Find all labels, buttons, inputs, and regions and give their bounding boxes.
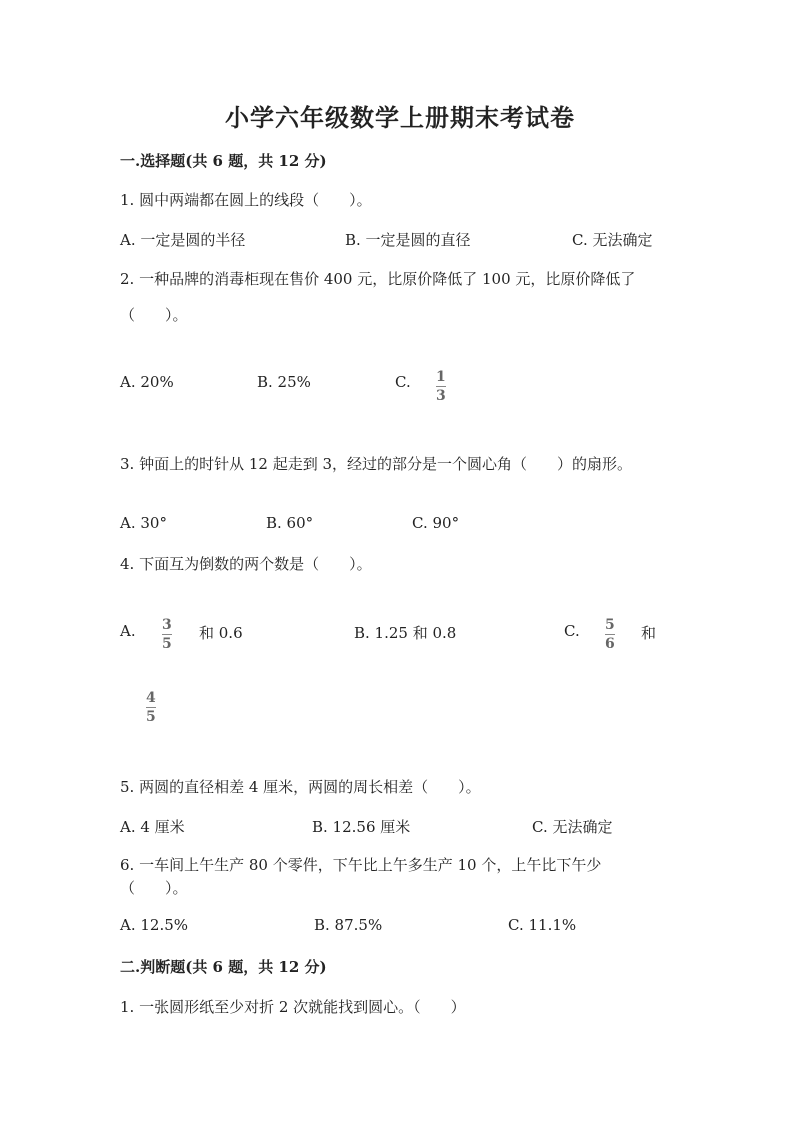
question-1-option-b[interactable]: B. 一定是圆的直径 (345, 231, 471, 249)
question-4-option-a[interactable]: A. (120, 622, 136, 640)
fraction-numerator: 1 (436, 369, 446, 385)
section-heading-choice: 一.选择题(共 6 题，共 12 分) (120, 152, 327, 170)
question-6-option-c[interactable]: C. 11.1% (508, 916, 577, 934)
question-6-stem-line1: 6. 一车间上午生产 80 个零件，下午比上午多生产 10 个，上午比下午少 (120, 856, 602, 874)
question-2-option-b[interactable]: B. 25% (257, 373, 311, 391)
question-4-option-a-suffix: 和 0.6 (199, 624, 243, 642)
question-3-option-c[interactable]: C. 90° (412, 514, 460, 532)
question-3-option-a[interactable]: A. 30° (120, 514, 167, 532)
section-heading-judgment: 二.判断题(共 6 题，共 12 分) (120, 958, 327, 976)
question-5-option-c[interactable]: C. 无法确定 (532, 818, 613, 836)
fraction-numerator: 5 (605, 617, 615, 633)
question-4-stem: 4. 下面互为倒数的两个数是（ ）。 (120, 555, 372, 573)
question-1-option-c[interactable]: C. 无法确定 (572, 231, 653, 249)
question-2-option-a[interactable]: A. 20% (120, 373, 174, 391)
question-5-option-b[interactable]: B. 12.56 厘米 (312, 818, 411, 836)
fraction-denominator: 6 (605, 636, 615, 652)
question-4-option-b[interactable]: B. 1.25 和 0.8 (354, 624, 457, 642)
question-5-option-a[interactable]: A. 4 厘米 (120, 818, 185, 836)
question-4-option-c-fraction-2 (145, 691, 157, 724)
question-1-option-a[interactable]: A. 一定是圆的半径 (120, 231, 246, 249)
judgment-1-stem: 1. 一张圆形纸至少对折 2 次就能找到圆心。（ ） (120, 998, 466, 1016)
question-2-stem-line2: （ ）。 (120, 306, 188, 324)
question-1-stem: 1. 圆中两端都在圆上的线段（ ）。 (120, 191, 372, 209)
question-4-option-a-fraction (161, 618, 173, 651)
fraction-numerator: 4 (146, 690, 156, 706)
fraction-numerator: 3 (162, 617, 172, 633)
question-3-option-b[interactable]: B. 60° (266, 514, 314, 532)
question-3-stem: 3. 钟面上的时针从 12 起走到 3，经过的部分是一个圆心角（ ）的扇形。 (120, 455, 633, 473)
question-6-option-b[interactable]: B. 87.5% (314, 916, 383, 934)
question-4-option-c-fraction-1 (604, 618, 616, 651)
page-title: 小学六年级数学上册期末考试卷 (225, 103, 575, 132)
fraction-denominator: 3 (436, 388, 446, 404)
question-2-stem-line1: 2. 一种品牌的消毒柜现在售价 400 元，比原价降低了 100 元，比原价降低了 (120, 270, 636, 288)
question-5-stem: 5. 两圆的直径相差 4 厘米，两圆的周长相差（ ）。 (120, 778, 481, 796)
question-4-option-c[interactable]: C. (564, 622, 580, 640)
fraction-denominator: 5 (146, 709, 156, 725)
question-6-stem-line2: （ ）。 (120, 879, 188, 897)
fraction-denominator: 5 (162, 636, 172, 652)
question-4-option-c-mid: 和 (641, 624, 657, 642)
question-2-option-c[interactable]: C. (395, 373, 411, 391)
question-6-option-a[interactable]: A. 12.5% (120, 916, 189, 934)
question-2-option-c-fraction (435, 370, 447, 403)
